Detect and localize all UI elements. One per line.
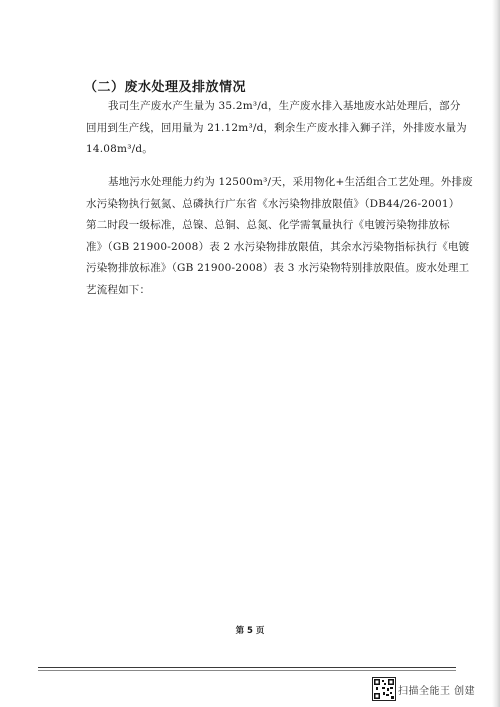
page-edge-shadow [492,0,500,707]
paragraph-line: 基地污水处理能力约为 12500m³/天，采用物化+生活组合工艺处理。外排废 [108,176,473,188]
paragraph-treatment-capacity [86,172,473,301]
scanner-watermark: 扫描全能王 创建 [398,686,476,697]
page-number: 第 5 页 [235,626,265,636]
paragraph-wastewater-volume [86,96,467,161]
paragraph-line: 第二时段一级标准，总镍、总铜、总氮、化学需氧量执行《电镀污染物排放标 [86,219,450,231]
paragraph-line: 准》（GB 21900-2008）表 2 水污染物排放限值，其余水污染物指标执行《电镀 [86,240,470,253]
paragraph-line: 水污染物执行氨氮、总磷执行广东省《水污染物排放限值》（DB44/26-2001） [86,197,460,210]
qr-code-icon [372,677,396,701]
paragraph-line: 污染物排放标准》（GB 21900-2008）表 3 水污染物特别排放限值。废水处理工 [86,262,470,274]
section-heading: （二）废水处理及排放情况 [84,80,247,95]
paragraph-line: 回用到生产线，回用量为 21.12m³/d，剩余生产废水排入狮子洋，外排废水量为 [86,121,467,134]
paragraph-line: 14.08m³/d。 [86,143,153,155]
paragraph-line: 我司生产废水产生量为 35.2m³/d，生产废水排入基地废水站处理后，部分 [108,100,461,112]
footer-divider [38,667,456,668]
paragraph-line: 艺流程如下： [86,283,151,296]
